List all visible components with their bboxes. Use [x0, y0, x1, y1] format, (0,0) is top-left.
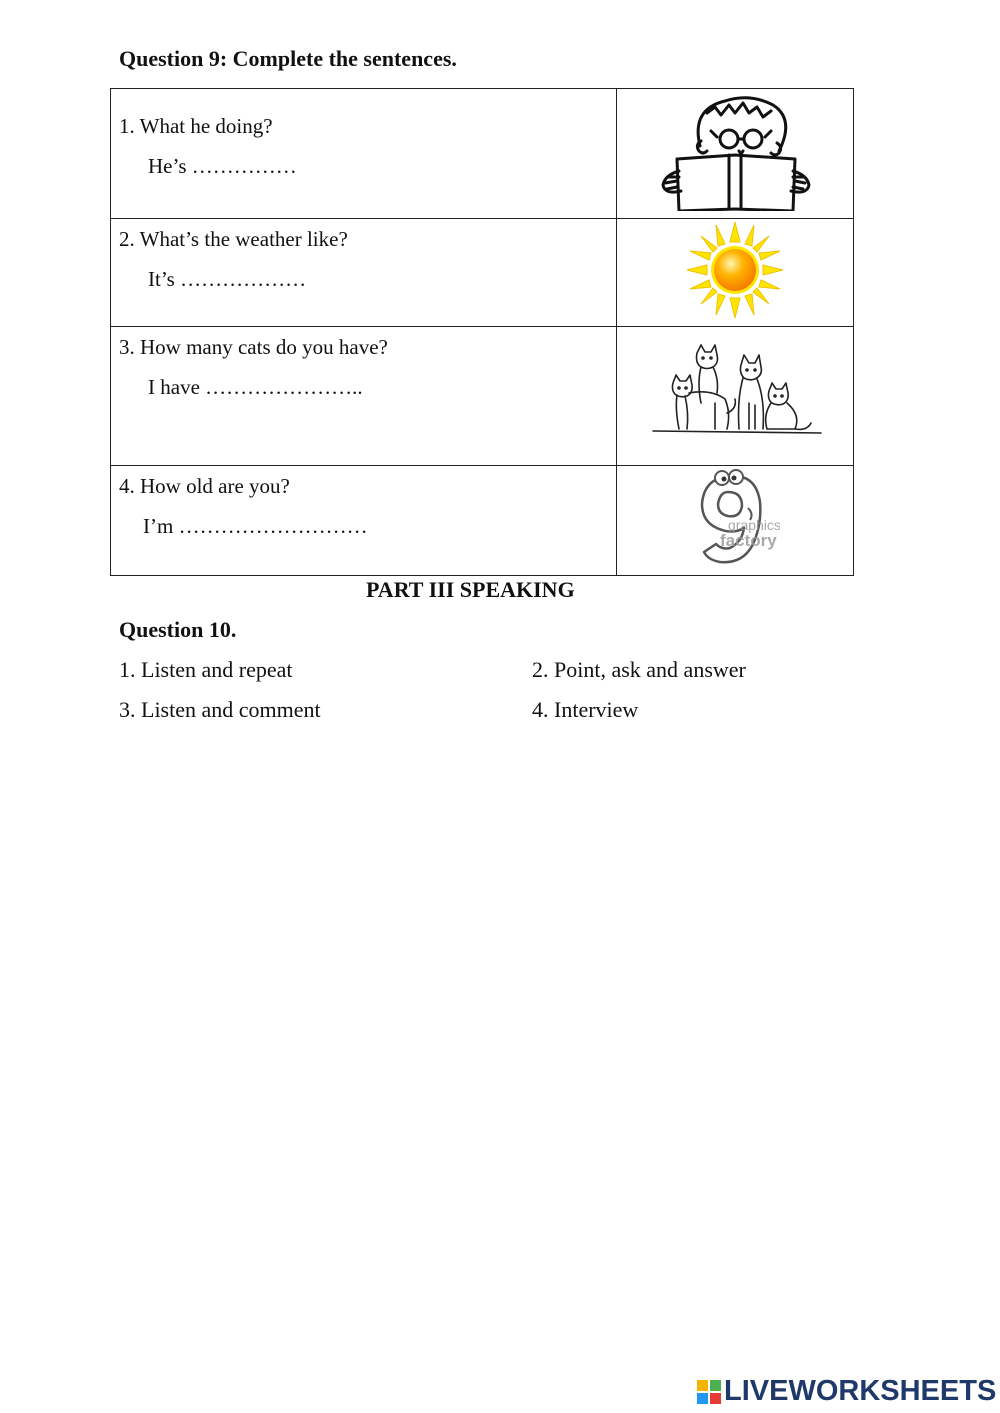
question-cell: [111, 466, 617, 576]
question-10-title: Question 10.: [119, 617, 237, 642]
image-cell: [616, 466, 853, 576]
watermark-line-1: graphics: [727, 516, 780, 533]
table-row: [111, 219, 854, 327]
task-item: 1. Listen and repeat: [119, 657, 293, 682]
question-cell: [111, 219, 617, 327]
answer-blank: He’s ……………: [148, 154, 297, 178]
answer-blank: I’m ………………………: [143, 514, 368, 538]
question-text: 1. What he doing?: [119, 114, 273, 138]
question-9-title: Question 9: Complete the sentences.: [119, 46, 457, 71]
question-9-table: [110, 88, 854, 576]
liveworksheets-logo[interactable]: [697, 1375, 996, 1408]
image-cell: [616, 327, 853, 466]
question-text: 2. What’s the weather like?: [119, 227, 348, 251]
sun-icon: [685, 220, 785, 320]
table-row: [111, 466, 854, 576]
question-cell: [111, 89, 617, 219]
question-text: 3. How many cats do you have?: [119, 335, 388, 359]
watermark-line-2: factory: [719, 530, 777, 550]
task-item: 4. Interview: [532, 697, 639, 722]
logo-squares-icon: [697, 1380, 721, 1404]
part-3-title: PART III SPEAKING: [366, 577, 575, 602]
cats-icon: [645, 343, 825, 443]
question-text: 4. How old are you?: [119, 474, 290, 498]
image-cell: [616, 89, 853, 219]
logo-text: LIVEWORKSHEETS: [724, 1375, 997, 1407]
answer-blank: It’s ………………: [148, 267, 307, 291]
answer-blank: I have …………………..: [148, 375, 363, 399]
task-item: 2. Point, ask and answer: [532, 657, 746, 682]
boy-reading-book-icon: [655, 91, 815, 211]
number-nine-icon: [690, 468, 780, 568]
table-row: [111, 327, 854, 466]
question-cell: [111, 327, 617, 466]
table-row: [111, 89, 854, 219]
image-cell: [616, 219, 853, 327]
task-item: 3. Listen and comment: [119, 697, 321, 722]
